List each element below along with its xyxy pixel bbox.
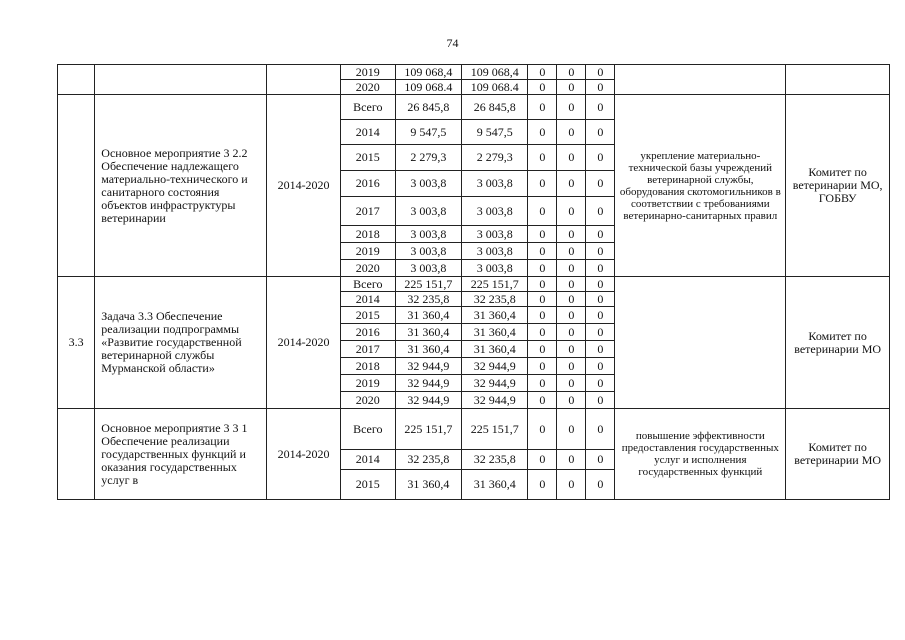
total-cell: 32 944,9 <box>395 375 461 392</box>
year-cell: 2014 <box>340 292 395 307</box>
total-cell: 3 003,8 <box>395 197 461 226</box>
budget-cell: 3 003,8 <box>462 171 528 197</box>
budget-cell: 3 003,8 <box>462 226 528 243</box>
responsible-executor: Комитет по ветеринарии МО <box>786 409 890 500</box>
budget-cell: 3 003,8 <box>462 243 528 260</box>
funding-cell: 0 <box>586 392 615 409</box>
total-cell: 31 360,4 <box>395 470 461 500</box>
year-cell: 2019 <box>340 65 395 80</box>
funding-cell: 0 <box>586 260 615 277</box>
year-cell: Всего <box>340 409 395 450</box>
year-cell: Всего <box>340 277 395 292</box>
year-cell: 2016 <box>340 171 395 197</box>
total-cell: 3 003,8 <box>395 226 461 243</box>
funding-cell: 0 <box>528 65 557 80</box>
budget-cell: 2 279,3 <box>462 145 528 171</box>
total-cell: 32 944,9 <box>395 358 461 375</box>
year-cell: 2016 <box>340 324 395 341</box>
funding-cell: 0 <box>586 80 615 95</box>
budget-cell: 3 003,8 <box>462 197 528 226</box>
total-cell: 31 360,4 <box>395 307 461 324</box>
funding-cell: 0 <box>557 470 586 500</box>
year-cell: 2020 <box>340 392 395 409</box>
funding-cell: 0 <box>528 145 557 171</box>
budget-cell: 109 068.4 <box>462 80 528 95</box>
funding-cell: 0 <box>557 277 586 292</box>
funding-cell: 0 <box>557 95 586 120</box>
funding-cell: 0 <box>528 358 557 375</box>
funding-cell: 0 <box>528 243 557 260</box>
responsible-executor <box>786 65 890 95</box>
year-cell: 2015 <box>340 307 395 324</box>
page-number: 74 <box>446 36 459 50</box>
funding-cell: 0 <box>557 226 586 243</box>
total-cell: 31 360,4 <box>395 324 461 341</box>
budget-cell: 225 151,7 <box>462 277 528 292</box>
budget-cell: 3 003,8 <box>462 260 528 277</box>
year-cell: 2014 <box>340 120 395 145</box>
total-cell: 225 151,7 <box>395 277 461 292</box>
period-cell: 2014-2020 <box>267 409 341 500</box>
funding-cell: 0 <box>557 307 586 324</box>
funding-cell: 0 <box>557 65 586 80</box>
year-cell: 2015 <box>340 470 395 500</box>
funding-cell: 0 <box>586 277 615 292</box>
activity-description: Основное мероприятие 3 2.2 Обеспечение надлежащего материально-технического и санитарного состояния объектов инфраструктуры ветеринарии <box>95 95 267 277</box>
funding-cell: 0 <box>528 260 557 277</box>
expected-outcome: повышение эффективности предоставления государственных услуг и исполнения государственных функций <box>615 409 786 500</box>
budget-cell: 9 547,5 <box>462 120 528 145</box>
funding-cell: 0 <box>586 324 615 341</box>
program-table <box>57 64 890 500</box>
funding-cell: 0 <box>586 450 615 470</box>
budget-cell: 31 360,4 <box>462 470 528 500</box>
funding-cell: 0 <box>586 307 615 324</box>
total-cell: 32 235,8 <box>395 292 461 307</box>
funding-cell: 0 <box>557 324 586 341</box>
funding-cell: 0 <box>586 197 615 226</box>
table-row <box>58 65 890 80</box>
table-row <box>58 409 890 450</box>
budget-cell: 109 068,4 <box>462 65 528 80</box>
funding-cell: 0 <box>528 197 557 226</box>
funding-cell: 0 <box>586 292 615 307</box>
activity-description: Задача 3.3 Обеспечение реализации подпрограммы «Развитие государственной ветеринарной службы Мурманской области» <box>95 277 267 409</box>
expected-outcome: укрепление материально-технической базы учреждений ветеринарной службы, оборудования скотомогильников в соответствии с требованиями ветеринарно-санитарных правил <box>615 95 786 277</box>
year-cell: 2020 <box>340 260 395 277</box>
year-cell: 2019 <box>340 243 395 260</box>
funding-cell: 0 <box>586 470 615 500</box>
year-cell: 2017 <box>340 341 395 358</box>
funding-cell: 0 <box>586 226 615 243</box>
budget-cell: 31 360,4 <box>462 324 528 341</box>
row-number-cell: 3.3 <box>58 277 95 409</box>
row-number-cell <box>58 409 95 500</box>
funding-cell: 0 <box>528 324 557 341</box>
year-cell: Всего <box>340 95 395 120</box>
funding-cell: 0 <box>557 450 586 470</box>
budget-cell: 26 845,8 <box>462 95 528 120</box>
funding-cell: 0 <box>557 358 586 375</box>
funding-cell: 0 <box>528 392 557 409</box>
funding-cell: 0 <box>557 260 586 277</box>
budget-cell: 32 944,9 <box>462 392 528 409</box>
funding-cell: 0 <box>586 341 615 358</box>
expected-outcome <box>615 65 786 95</box>
total-cell: 109 068.4 <box>395 80 461 95</box>
funding-cell: 0 <box>528 80 557 95</box>
budget-cell: 32 944,9 <box>462 358 528 375</box>
period-cell: 2014-2020 <box>267 95 341 277</box>
funding-cell: 0 <box>557 80 586 95</box>
total-cell: 3 003,8 <box>395 260 461 277</box>
table-row <box>58 277 890 292</box>
budget-cell: 32 235,8 <box>462 450 528 470</box>
funding-cell: 0 <box>528 292 557 307</box>
total-cell: 2 279,3 <box>395 145 461 171</box>
funding-cell: 0 <box>557 341 586 358</box>
year-cell: 2017 <box>340 197 395 226</box>
funding-cell: 0 <box>586 409 615 450</box>
budget-cell: 32 235,8 <box>462 292 528 307</box>
total-cell: 9 547,5 <box>395 120 461 145</box>
funding-cell: 0 <box>586 243 615 260</box>
funding-cell: 0 <box>528 341 557 358</box>
funding-cell: 0 <box>586 95 615 120</box>
budget-cell: 31 360,4 <box>462 307 528 324</box>
funding-cell: 0 <box>528 226 557 243</box>
funding-cell: 0 <box>528 277 557 292</box>
funding-cell: 0 <box>586 65 615 80</box>
funding-cell: 0 <box>557 120 586 145</box>
year-cell: 2015 <box>340 145 395 171</box>
activity-description: Основное мероприятие 3 3 1 Обеспечение реализации государственных функций и оказания государственных услуг в <box>95 409 267 500</box>
row-number-cell <box>58 95 95 277</box>
total-cell: 225 151,7 <box>395 409 461 450</box>
total-cell: 109 068,4 <box>395 65 461 80</box>
budget-cell: 225 151,7 <box>462 409 528 450</box>
period-cell: 2014-2020 <box>267 277 341 409</box>
funding-cell: 0 <box>557 171 586 197</box>
funding-cell: 0 <box>557 392 586 409</box>
funding-cell: 0 <box>528 95 557 120</box>
total-cell: 32 235,8 <box>395 450 461 470</box>
funding-cell: 0 <box>528 171 557 197</box>
period-cell <box>267 65 341 95</box>
funding-cell: 0 <box>528 375 557 392</box>
funding-cell: 0 <box>557 243 586 260</box>
responsible-executor: Комитет по ветеринарии МО <box>786 277 890 409</box>
funding-cell: 0 <box>586 375 615 392</box>
year-cell: 2019 <box>340 375 395 392</box>
total-cell: 32 944,9 <box>395 392 461 409</box>
total-cell: 26 845,8 <box>395 95 461 120</box>
row-number-cell <box>58 65 95 95</box>
activity-description <box>95 65 267 95</box>
funding-cell: 0 <box>586 145 615 171</box>
total-cell: 3 003,8 <box>395 171 461 197</box>
year-cell: 2020 <box>340 80 395 95</box>
funding-cell: 0 <box>586 171 615 197</box>
funding-cell: 0 <box>528 470 557 500</box>
expected-outcome <box>615 277 786 409</box>
funding-cell: 0 <box>528 307 557 324</box>
funding-cell: 0 <box>528 450 557 470</box>
funding-cell: 0 <box>557 145 586 171</box>
year-cell: 2018 <box>340 358 395 375</box>
budget-cell: 31 360,4 <box>462 341 528 358</box>
funding-cell: 0 <box>557 292 586 307</box>
year-cell: 2014 <box>340 450 395 470</box>
total-cell: 31 360,4 <box>395 341 461 358</box>
budget-cell: 32 944,9 <box>462 375 528 392</box>
funding-cell: 0 <box>528 409 557 450</box>
total-cell: 3 003,8 <box>395 243 461 260</box>
responsible-executor: Комитет по ветеринарии МО, ГОБВУ <box>786 95 890 277</box>
funding-cell: 0 <box>586 120 615 145</box>
funding-cell: 0 <box>557 409 586 450</box>
funding-cell: 0 <box>557 375 586 392</box>
funding-cell: 0 <box>586 358 615 375</box>
funding-cell: 0 <box>557 197 586 226</box>
funding-cell: 0 <box>528 120 557 145</box>
table-row <box>58 95 890 120</box>
year-cell: 2018 <box>340 226 395 243</box>
